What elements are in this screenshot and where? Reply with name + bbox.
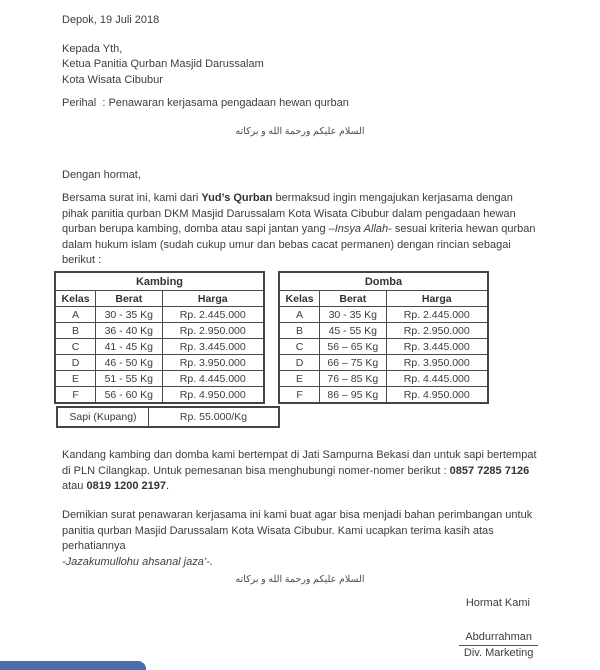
table-cell: Rp. 2.950.000: [386, 323, 488, 339]
table-cell: Rp. 3.445.000: [386, 339, 488, 355]
table-cell: E: [55, 371, 96, 387]
table-row: [57, 407, 279, 427]
signature-block: [459, 631, 538, 659]
table-row: [279, 371, 488, 387]
table-cell: 41 - 45 Kg: [96, 339, 162, 355]
table-cell: B: [55, 323, 96, 339]
table-cell: Rp. 4.445.000: [386, 371, 488, 387]
table-row: [279, 387, 488, 404]
table-cell: 56 – 65 Kg: [320, 339, 386, 355]
table-cell: Rp. 4.950.000: [162, 387, 264, 404]
table-cell: Sapi (Kupang): [57, 407, 149, 427]
paragraph-location-contact: Kandang kambing dan domba kami bertempat di Jati Sampurna Bekasi dan untuk sapi bertempat di PLN Cilangkap. Untuk pemesanan bisa menghubungi nomer-nomer berikut : 0857 7285 7126 atau 0819 1200 2197.: [62, 449, 537, 492]
table-row: [279, 339, 488, 355]
column-header-berat: Berat: [320, 291, 386, 307]
letter-date: Depok, 19 Juli 2018: [62, 14, 160, 26]
recipient-block: [62, 42, 264, 88]
table-cell: Rp. 4.445.000: [162, 371, 264, 387]
table-row: [55, 387, 264, 404]
paragraph-closing: Demikian surat penawaran kerjasama ini kami buat agar bisa menjadi bahan perimbangan untuk panitia qurban Masjid Darussalam Kota Wisata Cibubur. Kami ucapkan terima kasih atas perhatiannya -Jazakumullohu ahsanal jaza’-.: [62, 509, 533, 568]
domba-price-table: [278, 271, 489, 404]
table-cell: Rp. 55.000/Kg: [149, 407, 280, 427]
table-cell: F: [279, 387, 320, 404]
table-cell: C: [279, 339, 320, 355]
recipient-salutation: Kepada Yth,: [62, 43, 123, 55]
recipient-name: Ketua Panitia Qurban Masjid Darussalam: [62, 58, 264, 71]
table-cell: Rp. 2.445.000: [162, 307, 264, 323]
table-cell: A: [55, 307, 96, 323]
table-cell: 46 - 50 Kg: [96, 355, 162, 371]
column-header-kelas: Kelas: [55, 291, 96, 307]
table-cell: 30 - 35 Kg: [96, 307, 162, 323]
kambing-table-body: [55, 307, 264, 404]
table-cell: Rp. 3.950.000: [162, 355, 264, 371]
table-row: [55, 323, 264, 339]
table-cell: 36 - 40 Kg: [96, 323, 162, 339]
sapi-price-table: [56, 406, 280, 428]
sapi-table-body: [57, 407, 279, 427]
bottom-action-button[interactable]: [0, 661, 146, 670]
arabic-opening-salam: السلام عليكم ورحمة الله و بركاته: [235, 126, 365, 137]
table-cell: C: [55, 339, 96, 355]
table-cell: 86 – 95 Kg: [320, 387, 386, 404]
table-caption-row: [279, 272, 488, 291]
table-caption-row: [55, 272, 264, 291]
table-row: [279, 323, 488, 339]
table-cell: E: [279, 371, 320, 387]
closing-line: Hormat Kami: [465, 597, 530, 609]
signatory-division: Div. Marketing: [463, 647, 534, 659]
table-row: [55, 307, 264, 323]
table-row: [55, 339, 264, 355]
column-header-kelas: Kelas: [279, 291, 320, 307]
greeting-line: Dengan hormat,: [62, 169, 141, 181]
table-cell: Rp. 2.950.000: [162, 323, 264, 339]
table-header-row: [279, 291, 488, 307]
kambing-table-caption: Kambing: [55, 272, 264, 291]
arabic-closing-salam: السلام عليكم ورحمة الله و بركاته: [235, 574, 365, 585]
table-cell: Rp. 3.445.000: [162, 339, 264, 355]
table-cell: F: [55, 387, 96, 404]
recipient-city: Kota Wisata Cibubur: [62, 73, 163, 86]
table-cell: Rp. 2.445.000: [386, 307, 488, 323]
table-row: [55, 371, 264, 387]
table-header-row: [55, 291, 264, 307]
price-tables-row: [54, 271, 489, 404]
table-cell: Rp. 4.950.000: [386, 387, 488, 404]
paragraph-intro: Bersama surat ini, kami dari Yud’s Qurban bermaksud ingin mengajukan kerjasama dengan pihak panitia qurban DKM Masjid Darussalam Kota Wisata Cibubur dalam pengadaan hewan qurban berupa kambing, domba atau sapi jantan yang –Insya Allah- sesuai kriteria hewan qurban dalam hukum islam (sudah cukup umur dan bebas cacat permanen) dengan rincian sebagai berikut :: [62, 192, 536, 266]
table-cell: Rp. 3.950.000: [386, 355, 488, 371]
table-cell: 30 - 35 Kg: [320, 307, 386, 323]
table-cell: 45 - 55 Kg: [320, 323, 386, 339]
table-row: [279, 355, 488, 371]
table-row: [279, 307, 488, 323]
signatory-name: Abdurrahman: [459, 631, 538, 646]
subject-line: Perihal : Penawaran kerjasama pengadaan hewan qurban: [62, 97, 349, 109]
column-header-harga: Harga: [162, 291, 264, 307]
table-cell: D: [55, 355, 96, 371]
domba-table-caption: Domba: [279, 272, 488, 291]
table-cell: B: [279, 323, 320, 339]
table-cell: D: [279, 355, 320, 371]
table-cell: A: [279, 307, 320, 323]
column-header-harga: Harga: [386, 291, 488, 307]
domba-table-body: [279, 307, 488, 404]
table-cell: 56 - 60 Kg: [96, 387, 162, 404]
table-row: [55, 355, 264, 371]
table-cell: 51 - 55 Kg: [96, 371, 162, 387]
kambing-price-table: [54, 271, 265, 404]
table-cell: 66 – 75 Kg: [320, 355, 386, 371]
column-header-berat: Berat: [96, 291, 162, 307]
table-cell: 76 – 85 Kg: [320, 371, 386, 387]
